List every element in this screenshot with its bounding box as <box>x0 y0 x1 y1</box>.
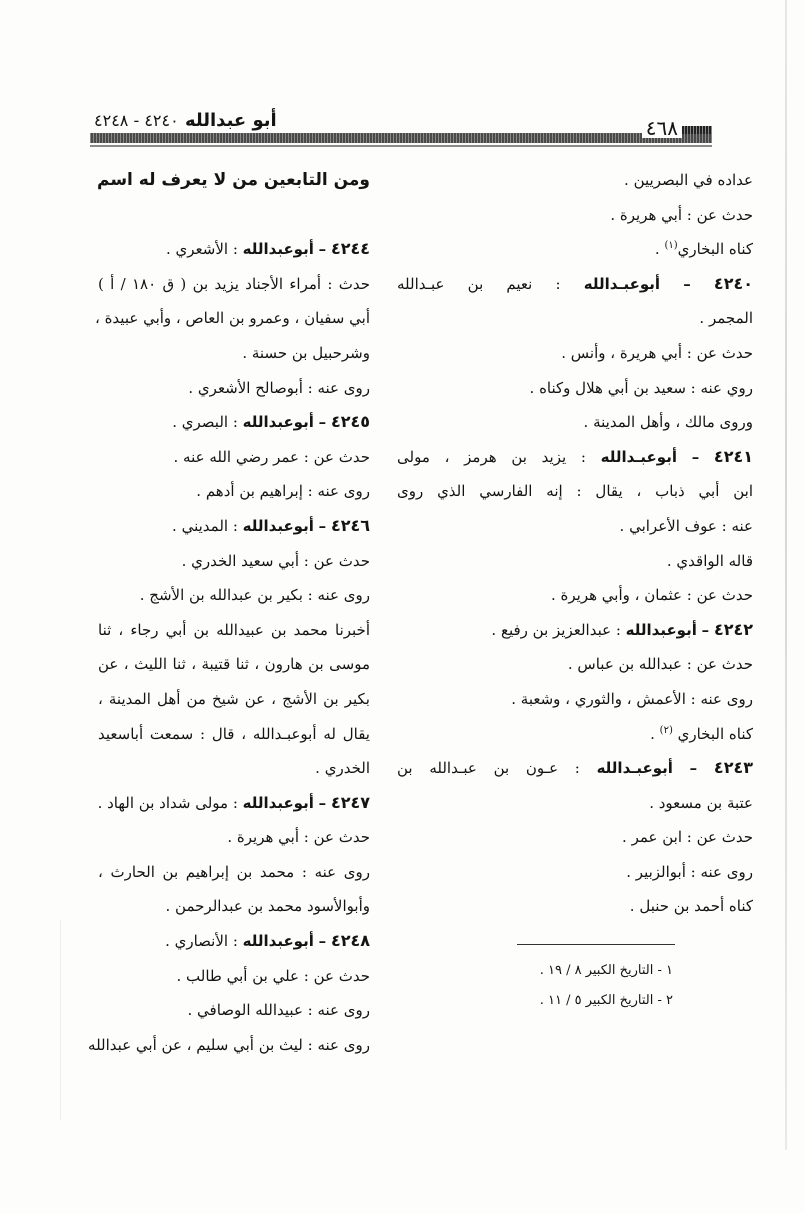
spacer <box>98 198 370 233</box>
text-line: روى عنه : أبوالزبير . <box>626 862 753 881</box>
text-line: كناه أحمد بن حنبل . <box>629 897 753 916</box>
entry-heading-4244 <box>98 232 370 267</box>
text-line: حدث عن : أبي هريرة . <box>227 828 370 847</box>
scan-edge-left <box>60 920 61 1120</box>
entry-heading-4245 <box>98 405 370 440</box>
entry-kunya: أبوعبدالله <box>625 620 697 639</box>
entry-kunya: أبوعبدالله <box>242 413 314 432</box>
text-line: بكير بن الأشج ، عن شيخ من أهل المدينة ، <box>98 689 370 708</box>
text-line: ابن أبي ذباب ، يقال : إنه الفارسي الذي روى <box>397 482 753 501</box>
left-column <box>88 163 370 1062</box>
page-number: ٤٦٨ <box>642 118 682 138</box>
text-line: حدث : أمراء الأجناد يزيد بن ( ق ١٨٠ / أ ) <box>98 274 370 293</box>
footnote-2: ٢ - التاريخ الكبير ٥ / ١١ . <box>539 993 673 1008</box>
page-header <box>90 106 712 154</box>
text-span: كناه البخاري <box>672 724 753 743</box>
text-line: أخبرنا محمد بن عبيدالله بن أبي رجاء ، ثنا <box>98 620 370 639</box>
entry-name: : يزيد بن هرمز ، مولى <box>397 447 601 466</box>
text-line: حدث عن : أبي هريرة ، وأنس . <box>561 343 753 362</box>
running-title-name: أبو عبدالله <box>184 110 277 131</box>
text-line: وأبوالأسود محمد بن عبدالرحمن . <box>165 897 370 916</box>
entry-heading-4241 <box>397 440 753 475</box>
text-line: الخدري . <box>315 759 370 778</box>
text-line: روى عنه : الأعمش ، والثوري ، وشعبة . <box>511 689 753 708</box>
entry-number: ٤٢٤٢ <box>713 619 753 639</box>
footnote-1: ١ - التاريخ الكبير ٨ / ١٩ . <box>539 963 673 978</box>
text-line: قاله الواقدي . <box>666 551 753 570</box>
entry-name: : الأنصاري . <box>165 932 243 951</box>
entry-number: ٤٢٤٤ <box>330 239 370 259</box>
entry-name: : الأشعري . <box>165 240 243 259</box>
text-line: روى عنه : عبيدالله الوصافي . <box>187 1001 370 1020</box>
entry-name: : البصري . <box>172 413 243 432</box>
entry-heading-4246 <box>98 509 370 544</box>
entry-heading-4240 <box>397 267 753 302</box>
header-rule-thin <box>90 145 712 147</box>
text-line: عنه : عوف الأعرابي . <box>619 516 753 535</box>
text-line <box>397 717 753 752</box>
footnote-ref-2[interactable]: (٢) <box>659 724 673 736</box>
entry-number: ٤٢٤١ <box>713 446 753 466</box>
entry-number: ٤٢٤٠ <box>713 273 753 293</box>
entry-dash: – <box>318 240 327 259</box>
page-number-ornament <box>682 126 712 134</box>
entry-name: : المديني . <box>172 516 243 535</box>
entry-dash: – <box>318 793 327 812</box>
text-line: روى عنه : إبراهيم بن أدهم . <box>196 482 370 501</box>
entry-number: ٤٢٤٧ <box>330 792 370 812</box>
text-span: . <box>650 724 660 743</box>
text-line: حدث عن : عبدالله بن عباس . <box>567 655 753 674</box>
text-line: حدث عن : أبي هريرة . <box>610 205 753 224</box>
entry-dash: – <box>683 274 691 293</box>
text-line: روي عنه : سعيد بن أبي هلال وكناه . <box>529 378 753 397</box>
section-heading: ومن التابعين من لا يعرف له اسم <box>96 170 370 190</box>
scan-edge <box>785 0 787 1150</box>
entry-name: : عبدالعزيز بن رفيع . <box>491 620 626 639</box>
entry-dash: – <box>318 413 327 432</box>
footnotes <box>540 956 673 1016</box>
entry-heading-4247 <box>98 786 370 821</box>
text-line: روى عنه : بكير بن عبدالله بن الأشج . <box>139 586 370 605</box>
entry-heading-4248 <box>98 924 370 959</box>
entry-kunya: أبوعبـدالله <box>600 447 677 466</box>
entry-number: ٤٢٤٨ <box>330 931 370 951</box>
entry-heading-4242 <box>397 613 753 648</box>
text-line: روى عنه : أبوصالح الأشعري . <box>188 378 370 397</box>
entry-heading-4243 <box>397 751 753 786</box>
entry-number: ٤٢٤٦ <box>330 515 370 535</box>
entry-dash: – <box>701 620 710 639</box>
entry-kunya: أبوعبدالله <box>242 516 314 535</box>
text-line: حدث عن : عثمان ، وأبي هريرة . <box>551 586 753 605</box>
text-line: روى عنه : ليث بن أبي سليم ، عن أبي عبدالله <box>88 1035 370 1054</box>
text-line: حدث عن : ابن عمر . <box>622 828 753 847</box>
entry-dash: – <box>691 447 700 466</box>
header-rule <box>90 133 712 143</box>
text-line: حدث عن : عمر رضي الله عنه . <box>173 447 370 466</box>
running-title-range: ٤٢٤٠ - ٤٢٤٨ <box>94 111 179 130</box>
text-line: حدث عن : علي بن أبي طالب . <box>176 966 370 985</box>
entry-number: ٤٢٤٣ <box>713 758 753 778</box>
text-line: عداده في البصريين . <box>624 171 753 189</box>
entry-name: : عـون بن عبـدالله بن <box>397 759 597 778</box>
entry-kunya: أبوعبدالله <box>242 240 314 259</box>
text-span: . <box>654 240 665 259</box>
footnote-separator <box>517 944 675 945</box>
entry-kunya: أبوعبدالله <box>242 932 314 951</box>
right-column <box>397 163 753 924</box>
text-line: عتبة بن مسعود . <box>649 793 753 812</box>
text-line: أبي سفيان ، وعمرو بن العاص ، وأبي عبيدة ، <box>94 309 370 328</box>
entry-name: : نعيم بن عبـدالله <box>397 274 584 293</box>
text-line: وروى مالك ، وأهل المدينة . <box>583 413 753 432</box>
entry-kunya: أبوعبدالله <box>242 793 314 812</box>
entry-dash: – <box>689 759 698 778</box>
text-line <box>397 232 753 267</box>
entry-kunya: أبوعبـدالله <box>583 274 661 293</box>
entry-dash: – <box>318 932 327 951</box>
footnote-ref-1[interactable]: (١) <box>664 240 678 252</box>
text-line: المجمر . <box>699 309 753 328</box>
entry-dash: – <box>318 516 327 535</box>
text-line: روى عنه : محمد بن إبراهيم بن الحارث ، <box>98 862 370 881</box>
entry-number: ٤٢٤٥ <box>330 412 370 432</box>
text-line: يقال له أبوعبـدالله ، قال : سمعت أباسعيد <box>98 724 370 743</box>
entry-name: : مولى شداد بن الهاد . <box>97 793 243 812</box>
running-title <box>94 110 277 131</box>
text-line: حدث عن : أبي سعيد الخدري . <box>181 551 370 570</box>
entry-kunya: أبوعبـدالله <box>596 759 673 778</box>
text-span: كناه البخاري <box>677 240 753 259</box>
text-line: موسى بن هارون ، ثنا قتيبة ، ثنا الليث ، عن <box>98 655 370 674</box>
text-line: وشرحبيل بن حسنة . <box>242 343 370 362</box>
